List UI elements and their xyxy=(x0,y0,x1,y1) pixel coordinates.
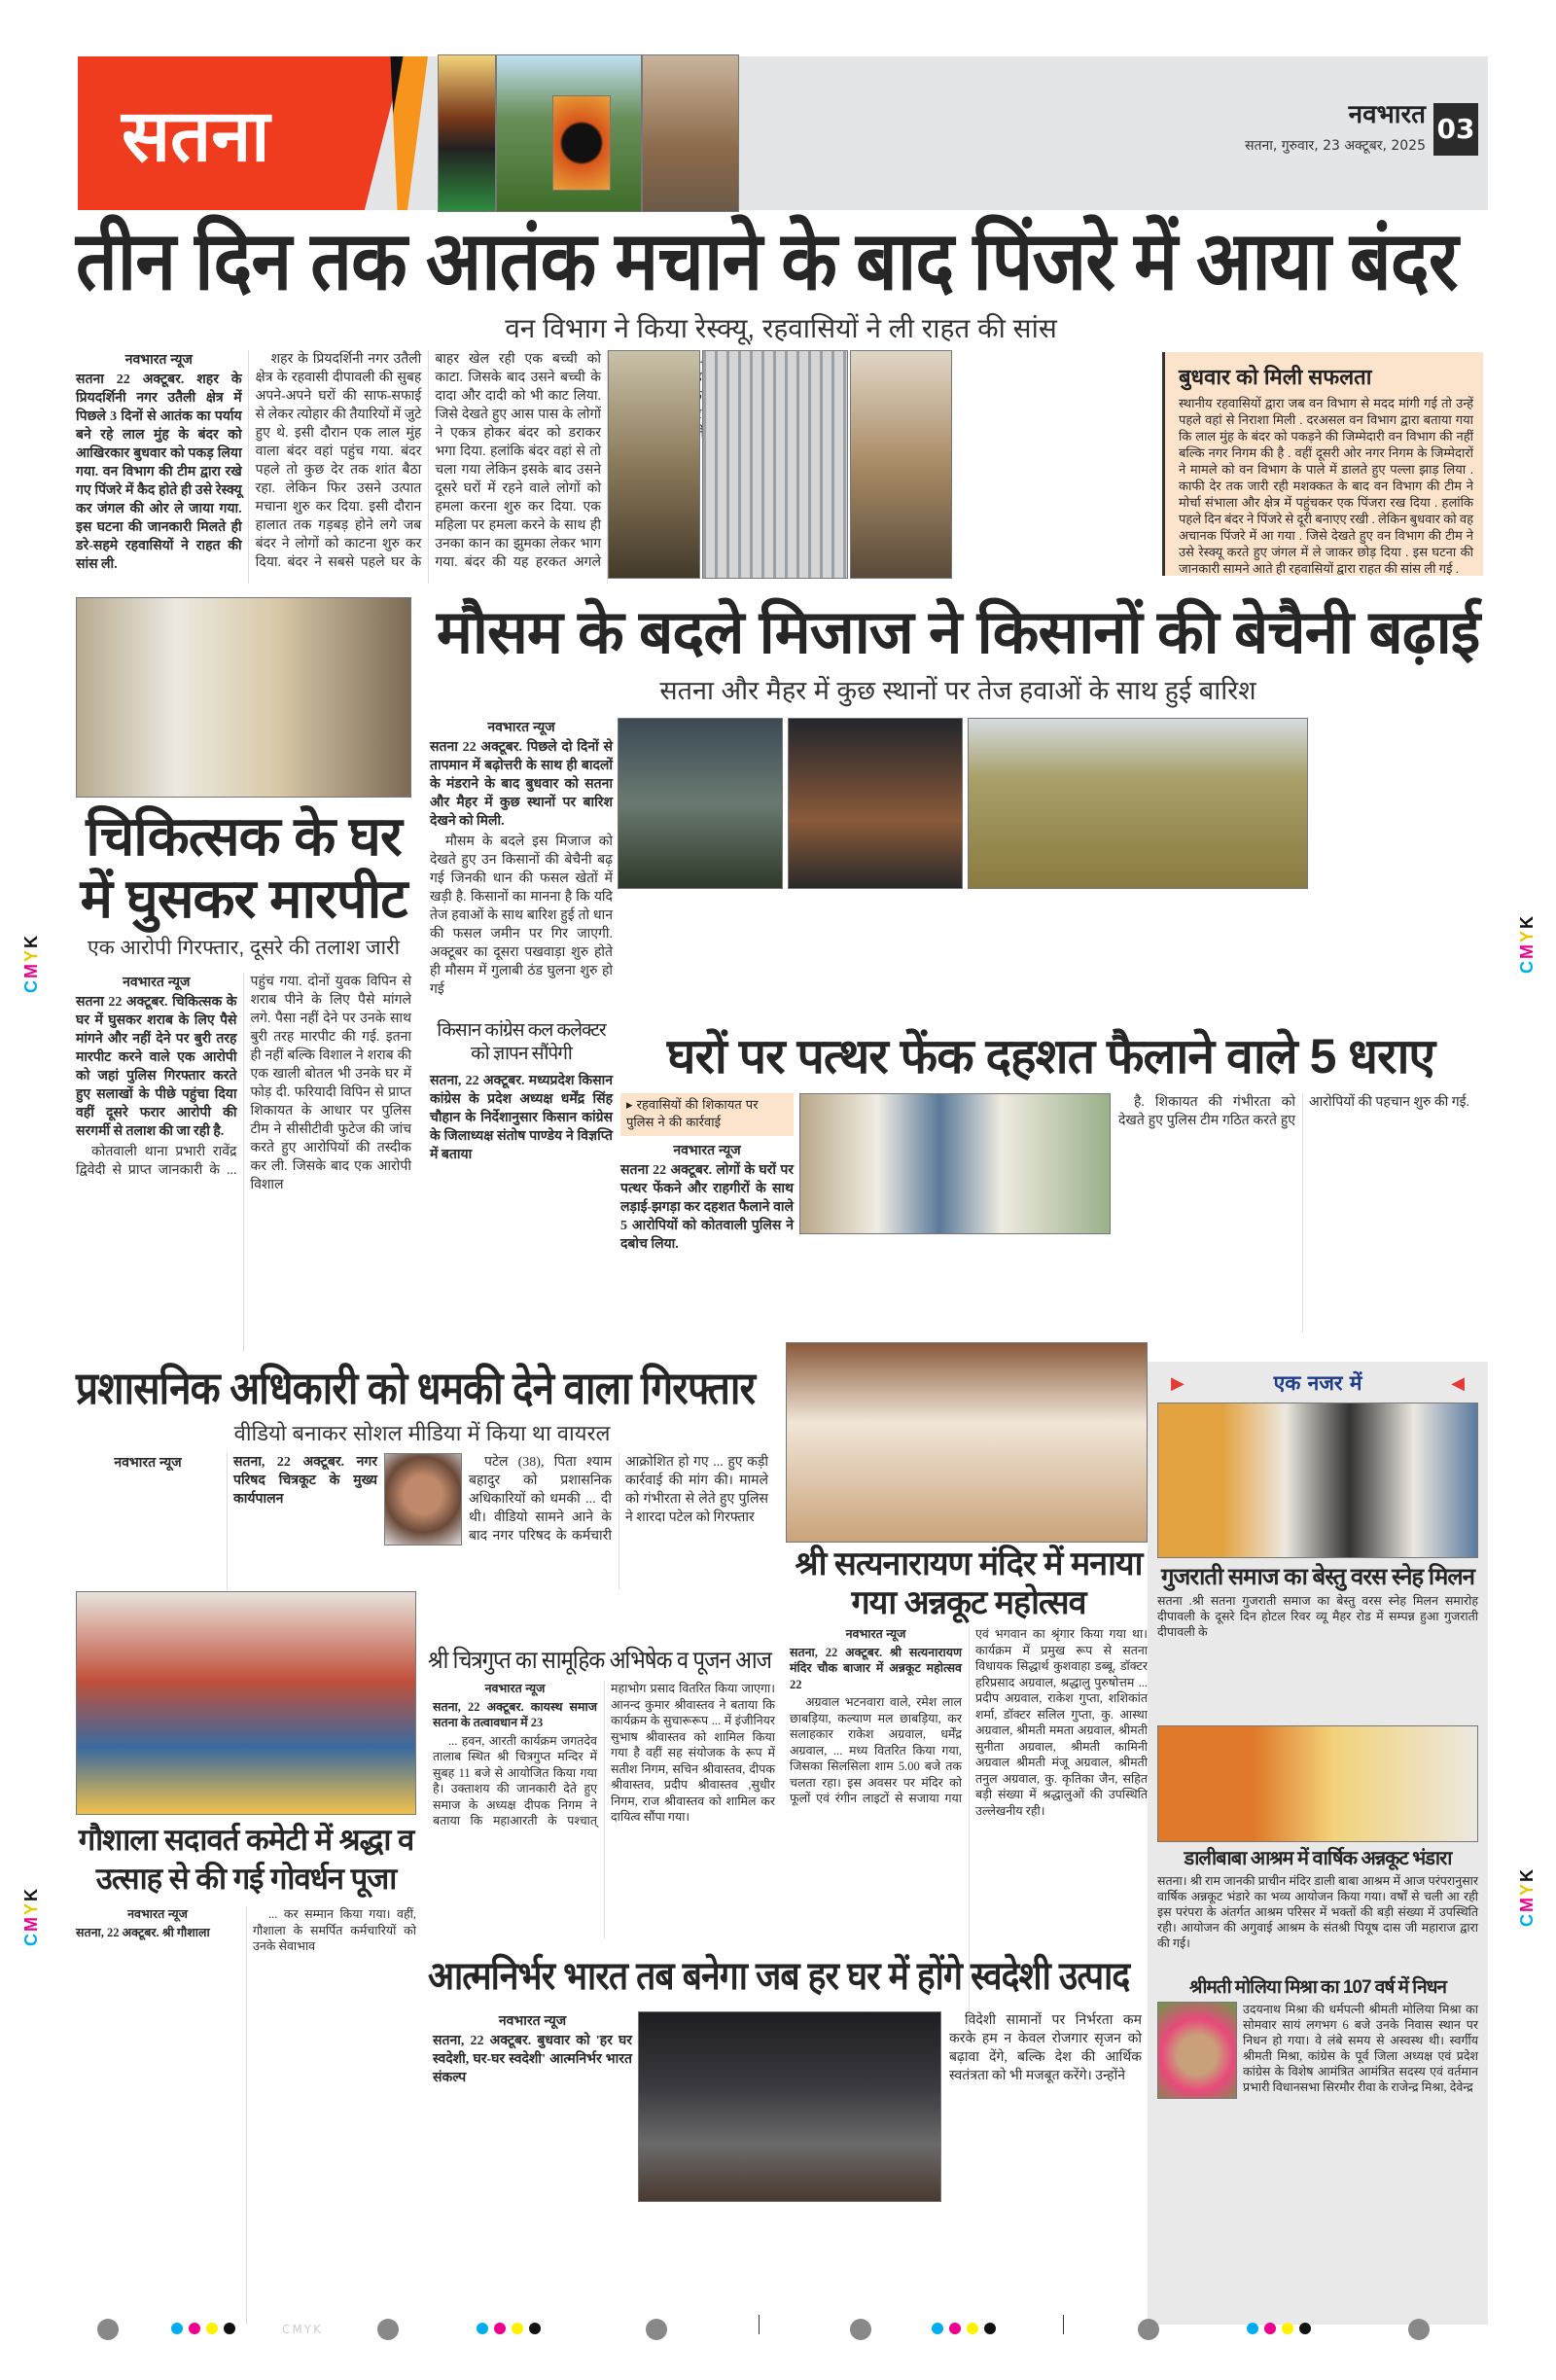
photo-gujarati-samaj xyxy=(1157,1403,1478,1558)
ek-nazar-box xyxy=(1148,1362,1488,2325)
story-lead: सतना 22 अक्टूबर. चिकित्सक के घर में घुसकर शराब के लिए पैसे मांगने और नहीं देने पर बुरी तरह मारपीट करने वाले एक आरोपी को जहां पुलिस गिरफ्तार करते हुए सलाखों के पीछे पहुंचा दिया वहीं दूसरे फरार आरोपी की सरगर्मी से तलाश की जा रही है. xyxy=(76,995,237,1139)
byline: नवभारत न्यूज xyxy=(487,719,555,734)
ek-nazar-title: एक नजर में xyxy=(1273,1371,1362,1395)
story-stones-text xyxy=(620,1141,794,1254)
ek-nazar-text-1: सतना .श्री सतना गुजराती समाज का बेस्तु वरस स्नेह मिलन समारोह दीपावली के दूसरे दिन होटल रिवर व्यू मैहर रोड में सम्पन्न हुआ गुजराती दीपावली के xyxy=(1157,1594,1478,1639)
story-doctor-text xyxy=(76,973,411,1352)
color-bar xyxy=(932,2323,996,2334)
story-lead: सतना 22 अक्टूबर. पिछले दो दिनों से तापमान में बढ़ोत्तरी के साथ ही बादलों के मंडराने के बाद बुधवार को सतना और मैहर में कुछ स्थानों पर बारिश देखने को मिली. xyxy=(430,740,613,829)
story-swadeshi-text-right xyxy=(949,2011,1142,2325)
headline-swadeshi: आत्मनिर्भर भारत तब बनेगा जब हर घर में होंगे स्वदेशी उत्पाद xyxy=(428,1955,1130,1998)
story-weather-text xyxy=(430,718,613,1010)
ek-nazar-headline-3: श्रीमती मोलिया मिश्रा का 107 वर्ष में निधन xyxy=(1189,1977,1446,1998)
cmyk-mark-right-top: CMYK xyxy=(1517,914,1537,975)
story-lead: सतना 22 अक्टूबर. लोगों के घरों पर पत्थर फेंकने और राहगीरों के साथ लड़ाई-झगड़ा कर दहशत फैलाने वाले 5 आरोपियों को कोतवाली पुलिस ने दबोच लिया. xyxy=(620,1163,794,1252)
headline-stones: घरों पर पत्थर फेंक दहशत फैलाने वाले 5 धराए xyxy=(666,1029,1435,1083)
photo-accused-face xyxy=(384,1453,462,1545)
photo-rain-night xyxy=(618,718,783,889)
stones-highlight-box xyxy=(620,1093,794,1136)
color-bar xyxy=(1247,2323,1311,2334)
ek-nazar-text-2: सतना। श्री राम जानकी प्राचीन मंदिर डाली बाबा आश्रम में आज परंपरानुसार वार्षिक अन्नकूट भंडारे का भव्य आयोजन किया गया। वर्षों से चली आ रही इस परंपरा के अंतर्गत आश्रम परिसर में भक्तों की बड़ी संख्या में उपस्थिति रही। आयोजन की अगुवाई आश्रम के संतश्री पियूष दास जी महाराज द्वारा की गई। xyxy=(1157,1874,1478,1950)
arrow-right-icon: ▶ xyxy=(1171,1373,1185,1394)
success-box xyxy=(1162,352,1483,576)
registration-dot xyxy=(646,2319,667,2340)
arrow-left-icon: ◀ xyxy=(1451,1373,1465,1394)
registration-dot xyxy=(1408,2319,1430,2340)
photo-dalibaba-bhandara xyxy=(1157,1725,1478,1842)
byline: नवभारत न्यूज xyxy=(845,1627,906,1641)
story-officer-text xyxy=(76,1453,377,1589)
photo-rescue-team xyxy=(850,350,952,579)
masthead-photo-temple xyxy=(438,54,496,212)
byline: नवभारत न्यूज xyxy=(498,2012,567,2028)
story-swadeshi-text xyxy=(433,2011,632,2325)
headline-doctor: चिकित्सक के घर में घुसकर मारपीट xyxy=(80,805,407,929)
dateline: सतना, गुरुवार, 23 अक्टूबर, 2025 xyxy=(1245,138,1426,154)
story-stones-text-cont xyxy=(799,1239,1111,1332)
triangle-bullet-icon: ▸ xyxy=(626,1098,633,1113)
story-lead: सतना 22 अक्टूबर. शहर के प्रियदर्शिनी नगर उतैली क्षेत्र में पिछले 3 दिनों से आतंक का पर्याय बने रहे लाल मुंह के बंदर को आखिरकार बुधवार को पकड़ लिया गया. वन विभाग की टीम द्वारा रखे गए पिंजरे में कैद होते ही उसे रेस्क्यू कर जंगल की ओर ले जाया गया. इस घटना की जानकारी मिलते ही डरे-सहमे रहवासियों ने राहत की सांस ली. xyxy=(76,373,242,572)
cmyk-label-bottom: CMYK xyxy=(282,2323,323,2336)
story-body: मौसम के बदले इस मिजाज को देखते हुए उन किसानों की बेचैनी बढ़ गई जिनकी धान की फसल खेतों में खड़ी है. किसानों का मानना है कि यदि तेज हवाओं के साथ बारिश हुई तो धान की फसल जमीन पर गिर जाएगी. अक्टूबर का दूसरा पखवाड़ा शुरु होते ही मौसम में गुलाबी ठंड घुलना शुरु हो गई xyxy=(430,835,613,997)
subhead-monkey: वन विभाग ने किया रेस्क्यू, रहवासियों ने ली राहत की सांस xyxy=(505,313,1057,343)
masthead-photo-deity xyxy=(552,95,611,191)
photo-accused-with-police xyxy=(799,1093,1111,1234)
story-weather-text-right xyxy=(1315,718,1485,1010)
byline: नवभारत न्यूज xyxy=(484,1682,546,1695)
story-body: ... कर सम्मान किया गया। वहीं, गौशाला के समर्पित कर्मचारियों को उनके सेवाभाव xyxy=(253,1907,416,1953)
photo-govardhan-puja xyxy=(76,1591,416,1815)
byline: नवभारत न्यूज xyxy=(673,1142,741,1157)
story-body: पटेल (38), पिता श्याम बहादुर को प्रशासनिक अधिकारियों को धमकी ... दी थी। वीडियो सामने आने के बाद नगर परिषद के कर्मचारी आक्रोशित हो गए ... हुए कड़ी कार्रवाई की मांग की। मामले को गंभीरता से लेते हुए पुलिस ने शारदा पटेल को गिरफ्तार xyxy=(469,1455,768,1544)
crosshair-mark xyxy=(1063,2315,1064,2334)
story-body: अग्रवाल भटनवारा वाले, रमेश लाल छाबड़िया, कल्याण मल छाबड़िया, कर सलाहकार राकेश अग्रवाल, धर्मेंद्र अग्रवाल, ... मध्य वितरित किया गया, जिसका सिलसिला शाम 5.00 बजे तक चलता रहा। इस अवसर पर मंदिर को फूलों एवं रंगीन लाइटों से सजाया गया एवं भगवान का श्रृंगार किया गया था। कार्यक्रम में प्रमुख रूप से सतना विधायक सिद्धार्थ कुशवाहा डब्बू, डॉक्टर हरिप्रसाद अग्रवाल, श्रद्धालु पुरुषोत्तम ... प्रदीप अग्रवाल, राकेश गुप्ता, शशिकांत शर्मा, डॉक्टर सलिल गुप्ता, कु. आस्था अग्रवाल, श्रीमती ममता अग्रवाल, श्रीमती सुनीता अग्रवाल, श्रीमती कामिनी अग्रवाल श्रीमती मंजू अग्रवाल, श्रीमती तनुल अग्रवाल, कु. कृतिका जैन, सहित बड़ी संख्या में श्रद्धालुओं की उपस्थिति उल्लेखनीय रही। xyxy=(790,1627,1148,1818)
masthead xyxy=(78,56,1488,210)
cmyk-mark-left-bottom: CMYK xyxy=(21,1887,41,1947)
story-kisan-text: सतना, 22 अक्टूबर. मध्यप्रदेश किसान कांग्रेस के प्रदेश अध्यक्ष धर्मेंद्र सिंह चौहान के निर्देशानुसार किसान कांग्रेस के जिलाध्यक्ष संतोष पाण्डेय ने विज्ञप्ति में बताया xyxy=(430,1074,613,1162)
story-swadeshi-text-cont xyxy=(638,2208,941,2325)
success-box-title: बुधवार को मिली सफलता xyxy=(1179,365,1372,389)
photo-forest-officials xyxy=(608,350,700,579)
masthead-photo-building xyxy=(642,54,739,212)
stones-highlight-text: रहवासियों की शिकायत पर पुलिस ने की कार्रवाई xyxy=(626,1098,759,1130)
headline-annakut: श्री सत्यनारायण मंदिर में मनाया गया अन्नकूट महोत्सव xyxy=(795,1545,1143,1621)
paper-name: नवभारत xyxy=(1348,99,1426,128)
byline: नवभारत न्यूज xyxy=(124,351,193,367)
story-body: ... हवन, आरती कार्यक्रम जगतदेव तालाब स्थित श्री चित्रगुप्त मन्दिर में सुबह 11 बजे से आयोजित किया गया है। उक्ताशय की जानकारी देते हुए समाज के अध्यक्ष दीपक निगम ने बताया कि महाआरती के पश्चात् महाभोग प्रसाद वितरित किया जाएगा। आनन्द कुमार श्रीवास्तव ने बताया कि कार्यक्रम के सुचारूरूप ... में इंजीनियर सुभाष श्रीवास्तव को शामिल किया गया है वहीं सह संयोजक के रूप में सतीश निगम, सचिन श्रीवास्तव, दीपक श्रीवास्तव, प्रदीप श्रीवास्तव ,सुधीर निगम, राज श्रीवास्तव को शामिल कर दायित्व सौंपा गया। xyxy=(433,1682,775,1828)
story-goshala-text xyxy=(76,1906,416,2325)
success-box-text: स्थानीय रहवासियों द्वारा जब वन विभाग से मदद मांगी गई तो उन्हें पहले वहां से निराशा मिली . दरअसल वन विभाग द्वारा बताया गया कि लाल मुंह के बंदर को पकड़ने की जिम्मेदारी वन विभाग की नहीं बल्कि नगर निगम की है . वहीं दूसरी ओर नगर निगम के जिम्मेदारों ने मामले को वन विभाग के पाले में डालते हुए पल्ला झाड़ लिया . काफी देर तक जारी रही मशक्कत के बाद वन विभाग की टीम ने मोर्चा संभाला और क्षेत्र में पहुंचकर एक पिंजरा रख दिया . हलांकि पहले दिन बंदर ने पिंजरे से दूरी बनाएए रखी . लेकिन बुधवार को वह अचानक पिंजरे में आ गया . जिसे देखते हुए वन विभाग की टीम ने उसे रेस्क्यू करते हुए जंगल में ले जाकर छोड़ दिया . इस घटना की जानकारी सामने आते ही रहवासियों द्वारा राहत की सांस ली गई . xyxy=(1179,396,1473,576)
photo-swadeshi-meeting xyxy=(638,2011,941,2202)
photo-paddy-field xyxy=(968,718,1308,889)
headline-weather: मौसम के बदले मिजाज ने किसानों की बेचैनी बढ़ाई xyxy=(436,599,1480,666)
ek-nazar-headline-2: डालीबाबा आश्रम में वार्षिक अन्नकूट भंडारा xyxy=(1184,1848,1452,1869)
registration-dot xyxy=(377,2319,399,2340)
page-number: 03 xyxy=(1433,103,1478,156)
story-lead: सतना, 22 अक्टूबर. कायस्थ समाज सतना के तत्वावधान में 23 xyxy=(433,1699,597,1729)
stones-left-column xyxy=(620,1093,794,1332)
registration-dot xyxy=(850,2319,871,2340)
color-bar xyxy=(171,2323,235,2334)
registration-dot xyxy=(1138,2319,1159,2340)
story-body: कोतवाली थाना प्रभारी रावेंद्र द्विवेदी से प्राप्त जानकारी के ... पहुंच गया. दोनों युवक विपिन से शराब पीने के लिए पैसे मांगले लगे. पैसा नहीं देने पर उनके साथ बुरी तरह मारपीट की गई. इतना ही नहीं बल्कि विशाल ने शराब की एक खाली बोतल भी उनके घर में फोड़ दी. फरियादी विपिन से प्राप्त शिकायत के आधार पर पुलिस टीम ने सीसीटीवी फुटेज की जांच करते हुए आरोपियों की तस्दीक कर ली. जिसके बाद एक आरोपी विशाल xyxy=(76,975,411,1192)
byline: नवभारत न्यूज xyxy=(123,974,191,989)
story-lead: सतना, 22 अक्टूबर. नगर परिषद चित्रकूट के मुख्य कार्यपालन xyxy=(233,1455,377,1507)
headline-kisan: किसान कांग्रेस कल कलेक्टर को ज्ञापन सौंपेगी xyxy=(437,1020,606,1064)
story-officer-text-cont xyxy=(469,1453,768,1589)
photo-doctor-accused xyxy=(76,597,411,798)
ek-nazar-headline-1: गुजराती समाज का बेस्तु वरस स्नेह मिलन xyxy=(1161,1564,1474,1590)
headline-monkey: तीन दिन तक आतंक मचाने के बाद पिंजरे में आया बंदर xyxy=(76,215,1458,306)
photo-shop-night xyxy=(788,718,963,889)
cmyk-mark-left-top: CMYK xyxy=(21,934,41,994)
story-stones-text-right xyxy=(1118,1093,1486,1332)
photo-monkey-cage xyxy=(702,350,848,579)
cmyk-mark-right-bottom: CMYK xyxy=(1517,1867,1537,1928)
story-body: शहर के प्रियदर्शिनी नगर उतैली क्षेत्र के रहवासी दीपावली की सुबह अपने-अपने घरों की साफ-सफाई से लेकर त्योहार की तैयारियों में जुटे हुए थे. इसी दौरान एक लाल मुंह वाला बंदर वहां पहुंच गया. बंदर पहले तो कुछ देर तक शांत बैठा रहा. लेकिन फिर उसने उत्पात मचाना शुरु कर दिया. इसी दौरान हालात तक गड़बड़ होने लगे जब बंदर ने लोगों को काटना शुरु कर दिया. बंदर ने सबसे पहले घर के बाहर खेल रही एक बच्ची को काटा. जिसके बाद उसने बच्ची के दादा और दादी को भी काट लिया. जिसे देखते हुए आस पास के लोगों ने एकत्र होकर बंदर को डराकर भगा दिया. हलांकि बंदर वहां से तो चला गया लेकिन इसके बाद उसने दूसरे घरों में रहने वाले लोगों को हमला करना शुरु कर दिया. एक महिला पर हमला करने के साथ ही उनका कान का झुमका लेकर भाग गया. बंदर की यह हरकत अगले xyxy=(255,352,601,570)
color-bar xyxy=(477,2323,541,2334)
headline-chitragupt: श्री चित्रगुप्त का सामूहिक अभिषेक व पूजन आज xyxy=(428,1647,772,1674)
subhead-doctor: एक आरोपी गिरफ्तार, दूसरे की तलाश जारी xyxy=(87,937,401,959)
story-weather-text-cont xyxy=(618,893,1308,1010)
byline: नवभारत न्यूज xyxy=(114,1454,182,1470)
story-monkey-text xyxy=(76,350,601,584)
subhead-weather: सतना और मैहर में कुछ स्थानों पर तेज हवाओं के साथ हुई बारिश xyxy=(659,676,1256,705)
story-lead: सतना, 22 अक्टूबर. बुधवार को 'हर घर स्वदेशी, घर-घर स्वदेशी' आत्मनिर्भर भारत संकल्प xyxy=(433,2034,632,2085)
registration-dot xyxy=(97,2319,119,2340)
story-body: विदेशी सामानों पर निर्भरता कम करके हम न केवल रोजगार सृजन को बढ़ावा देंगे, बल्कि देश की आर्थिक स्वतंत्रता को भी मजबूत करेंगे। उन्होंने xyxy=(949,2013,1142,2083)
story-kisan xyxy=(430,1019,613,1331)
story-chitragupt-text xyxy=(433,1681,775,1938)
byline: नवभारत न्यूज xyxy=(127,1907,188,1921)
headline-officer: प्रशासनिक अधिकारी को धमकी देने वाला गिरफ्तार xyxy=(76,1363,756,1413)
city-name: सतना xyxy=(122,95,270,176)
story-lead: सतना, 22 अक्टूबर. श्री सत्यनारायण मंदिर चौक बाजार में अन्नकूट महोत्सव 22 xyxy=(790,1645,962,1691)
photo-annakut-devotees xyxy=(786,1342,1148,1543)
story-monkey-text-cont xyxy=(959,350,1153,579)
crosshair-mark xyxy=(759,2315,760,2334)
subhead-officer: वीडियो बनाकर सोशल मीडिया में किया था वायरल xyxy=(233,1421,611,1445)
headline-goshala: गौशाला सदावर्त कमेटी में श्रद्धा व उत्साह से की गई गोवर्धन पूजा xyxy=(78,1823,414,1896)
ek-nazar-text-3: उदयनाथ मिश्रा की धर्मपत्नी श्रीमती मोलिया मिश्रा का सोमवार सायं लगभग 6 बजे उनके निवास स्थान पर निधन हो गया। वे लंबे समय से अस्वस्थ थी। स्वर्गीय श्रीमती मिश्रा, कांग्रेस के पूर्व जिला अध्यक्ष एवं प्रदेश कांग्रेस के विशेष आमंत्रित आमंत्रित सदस्य एवं वर्तमान प्रभारी विधानसभा सिरमौर रीवा के राजेन्द्र मिश्रा, देवेन्द्र xyxy=(1243,2003,1478,2094)
story-body: है. शिकायत की गंभीरता को देखते हुए पुलिस टीम गठित करते हुए आरोपियों की पहचान शुरु की गई. xyxy=(1118,1095,1470,1128)
story-lead: सतना, 22 अक्टूबर. श्री गौशाला xyxy=(76,1925,210,1939)
photo-molia-mishra xyxy=(1157,2002,1237,2099)
